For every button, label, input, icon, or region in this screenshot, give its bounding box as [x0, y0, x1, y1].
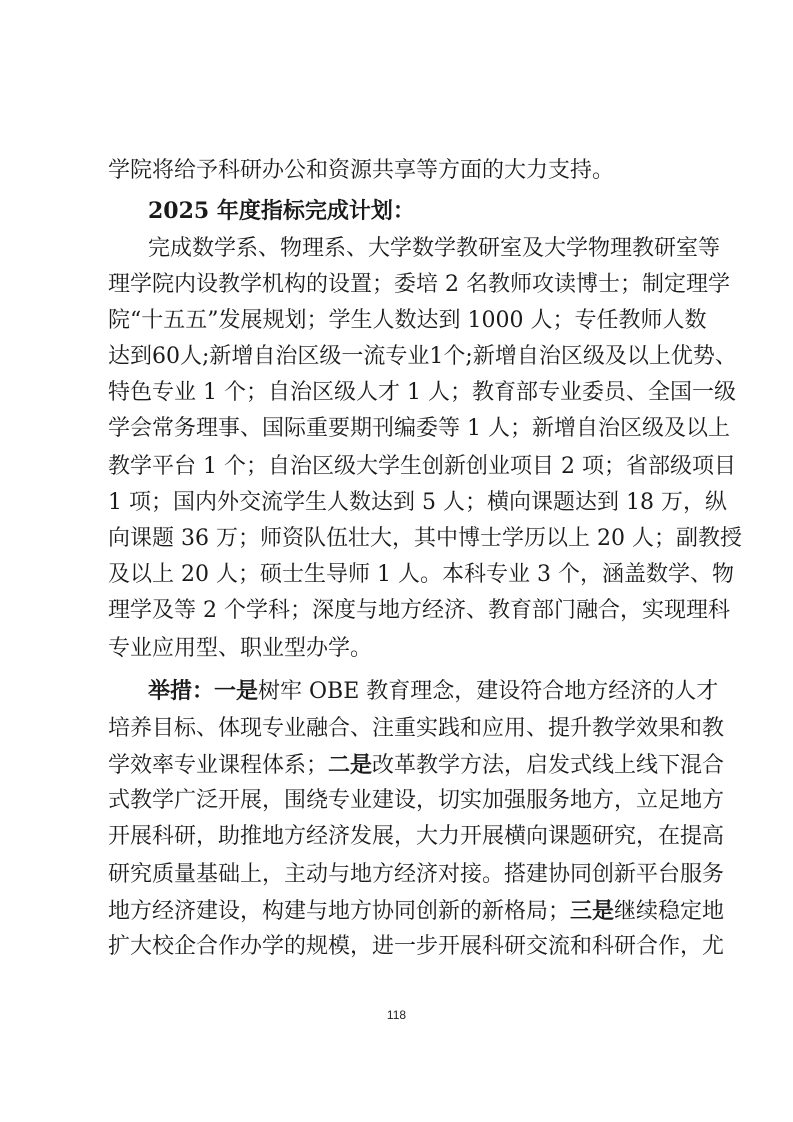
- point-three-label: 三是: [570, 898, 615, 924]
- paragraph-line: 及以上 20 人；硕士生导师 1 人。本科专业 3 个，涵盖数学、物: [108, 562, 734, 587]
- paragraph-line: 向课题 36 万；师资队伍壮大，其中博士学历以上 20 人；副教授: [108, 526, 742, 551]
- paragraph-line: 院“十五五”发展规划；学生人数达到 1000 人；专任教师人数: [108, 308, 707, 333]
- point-two-label: 二是: [328, 752, 373, 778]
- paragraph-line: 培养目标、体现专业融合、注重实践和应用、提升教学效果和教: [108, 716, 725, 741]
- point-one-label: 一是: [214, 678, 259, 704]
- paragraph-line: 专业应用型、职业型办学。: [108, 636, 373, 661]
- paragraph-line: 特色专业 1 个；自治区级人才 1 人；教育部专业委员、全国一级: [108, 380, 736, 405]
- paragraph-text: 继续稳定地: [614, 899, 725, 924]
- paragraph-line: 扩大校企合作办学的规模，进一步开展科研交流和科研合作，尤: [108, 934, 725, 959]
- paragraph-text: 树牢 OBE 教育理念，建设符合地方经济的人才: [258, 679, 719, 704]
- paragraph-line: 完成数学系、物理系、大学数学教研室及大学物理教研室等: [148, 236, 721, 261]
- paragraph-line: 教学平台 1 个；自治区级大学生创新创业项目 2 项；省部级项目: [108, 454, 736, 479]
- paragraph-text: 学效率专业课程体系；: [108, 753, 329, 778]
- paragraph-line: 学院将给予科研办公和资源共享等方面的大力支持。: [108, 158, 615, 183]
- paragraph-text: 地方经济建设，构建与地方协同创新的新格局；: [108, 899, 571, 924]
- paragraph-line: 理学院内设教学机构的设置；委培 2 名教师攻读博士；制定理学: [108, 272, 730, 297]
- paragraph-line: 达到60人;新增自治区级一流专业1个;新增自治区级及以上优势、: [108, 344, 737, 369]
- paragraph-line: [108, 750, 725, 780]
- paragraph-line: 开展科研，助推地方经济发展，大力开展横向课题研究，在提高: [108, 824, 725, 849]
- paragraph-line: 1 项；国内外交流学生人数达到 5 人；横向课题达到 18 万，纵: [108, 490, 727, 515]
- section-heading: 2025 年度指标完成计划：: [148, 198, 415, 224]
- paragraph-line: 学会常务理事、国际重要期刊编委等 1 人；新增自治区级及以上: [108, 416, 730, 441]
- paragraph-line: [148, 676, 719, 706]
- paragraph-text: 改革教学方法，启发式线上线下混合: [372, 753, 725, 778]
- page-number: 118: [386, 1008, 407, 1022]
- paragraph-line: 研究质量基础上，主动与地方经济对接。搭建协同创新平台服务: [108, 862, 725, 887]
- paragraph-line: [108, 896, 725, 926]
- measures-label: 举措：: [148, 678, 215, 704]
- paragraph-line: 式教学广泛开展，围绕专业建设，切实加强服务地方，立足地方: [108, 788, 725, 813]
- paragraph-line: 理学及等 2 个学科；深度与地方经济、教育部门融合，实现理科: [108, 598, 730, 623]
